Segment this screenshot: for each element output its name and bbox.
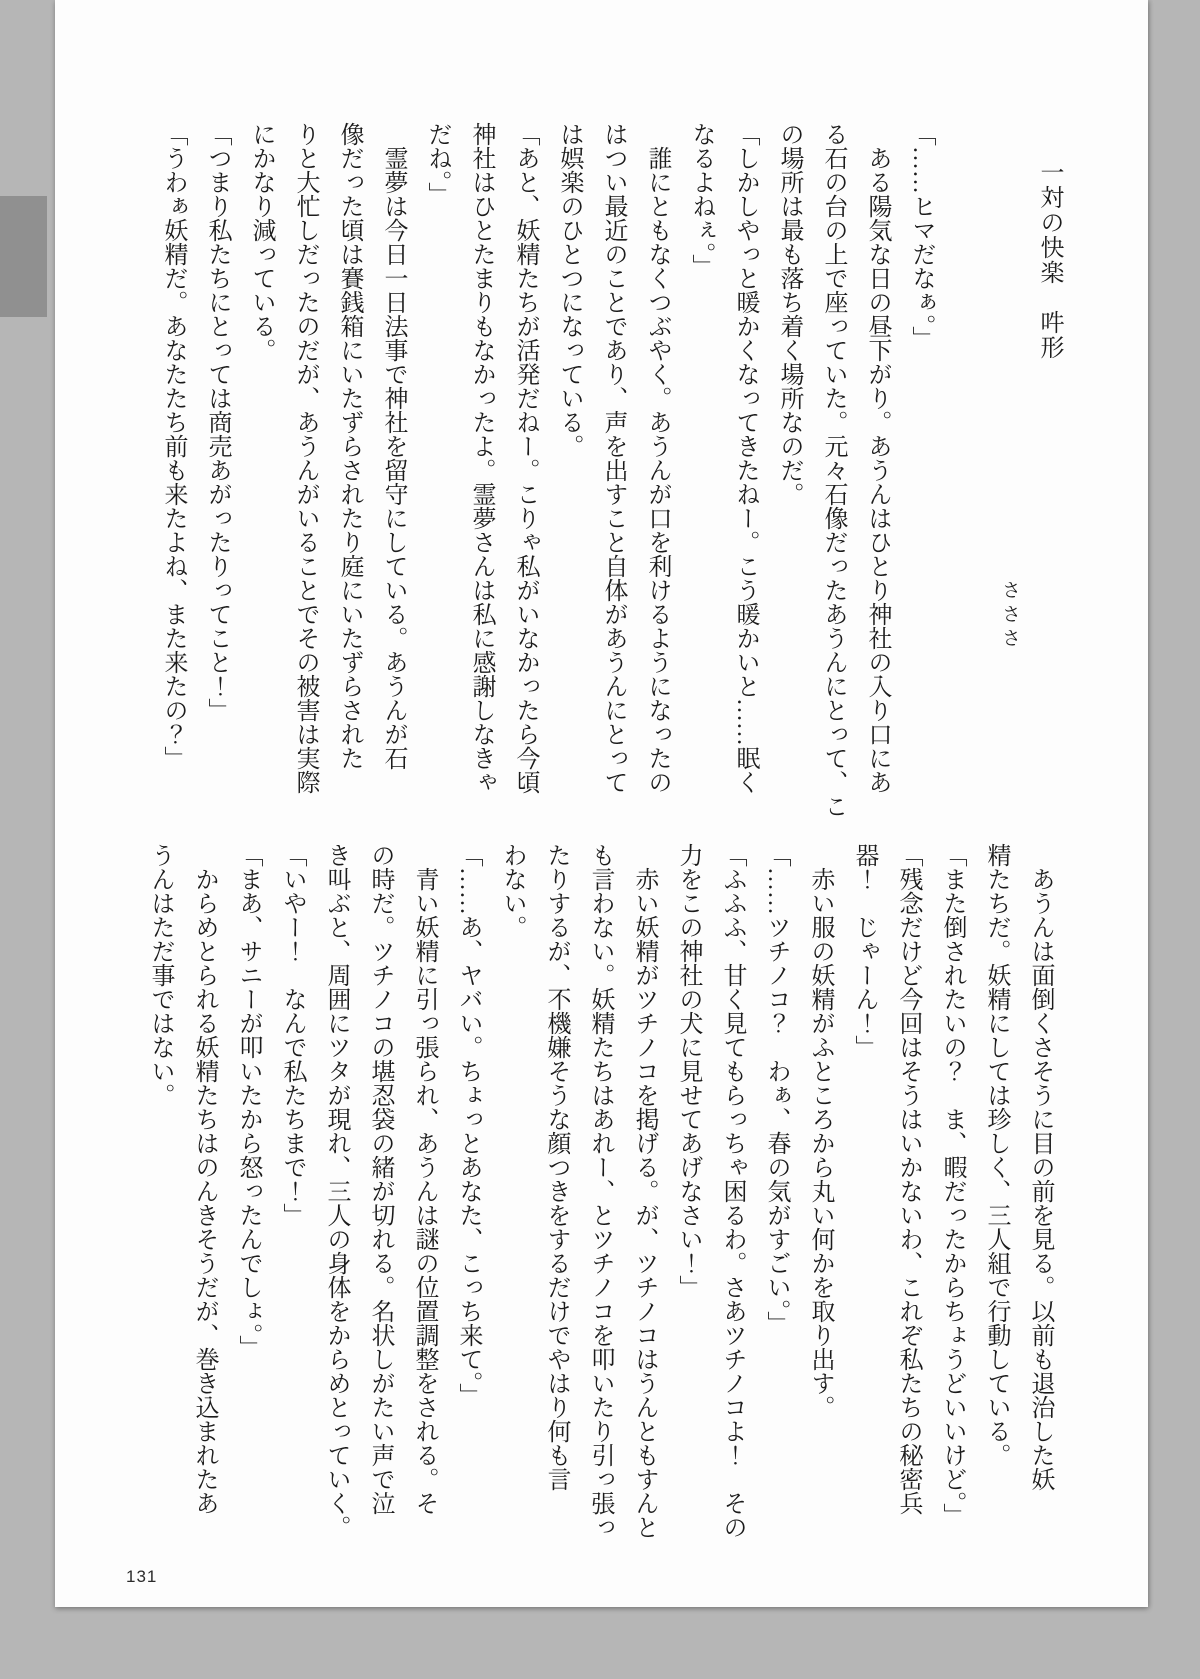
- text-column: 像だった頃は賽銭箱にいたずらされたり庭にいたずらされた: [336, 122, 362, 770]
- text-column: 「あと、妖精たちが活発だねー。こりゃ私がいなかったら今頃: [512, 122, 538, 794]
- text-column: わない。: [499, 843, 525, 939]
- text-column: 「……ツチノコ？ わぁ、春の気がすごい。」: [763, 843, 789, 1335]
- text-column: る石の台の上で座っていた。元々石像だったあうんにとって、こ: [820, 122, 846, 818]
- text-column: はつい最近のことであり、声を出すこと自体があうんにとって: [600, 122, 626, 794]
- text-column: 「うわぁ妖精だ。あなたたち前も来たよね、また来たの？」: [160, 122, 186, 770]
- page-number: 131: [126, 1567, 158, 1586]
- top-text-block: [151, 122, 943, 822]
- text-column: なるよねぇ。」: [688, 122, 714, 278]
- text-column: りと大忙しだったのだが、あうんがいることでその被害は実際: [292, 122, 318, 794]
- text-column: 「残念だけど今回はそうはいかないわ、これぞ私たちの秘密兵: [895, 843, 921, 1515]
- text-column: も言わない。妖精たちはあれー、とツチノコを叩いたり引っ張っ: [587, 843, 613, 1539]
- left-edge-tab: [0, 196, 47, 317]
- author-name: さささ: [999, 580, 1020, 652]
- text-column: 霊夢は今日一日法事で神社を留守にしている。あうんが石: [380, 122, 406, 770]
- text-column: 器！ じゃーん！」: [851, 843, 877, 1059]
- text-column: 青い妖精に引っ張られ、あうんは謎の位置調整をされる。そ: [411, 843, 437, 1515]
- text-column: うんはただ事ではない。: [147, 843, 173, 1107]
- text-column: あうんは面倒くさそうに目の前を見る。以前も退治した妖: [1027, 843, 1053, 1491]
- text-column: 赤い妖精がツチノコを掲げる。が、ツチノコはうんともすんと: [631, 843, 657, 1539]
- text-column: 「つまり私たちにとっては商売あがったりってこと！」: [204, 122, 230, 722]
- book-page: [55, 0, 1148, 1607]
- text-column: たりするが、不機嫌そうな顔つきをするだけでやはり何も言: [543, 843, 569, 1491]
- text-column: 誰にともなくつぶやく。あうんが口を利けるようになったの: [644, 122, 670, 794]
- text-column: だね。」: [424, 122, 450, 206]
- text-column: の時だ。ツチノコの堪忍袋の緒が切れる。名状しがたい声で泣: [367, 843, 393, 1515]
- text-column: 神社はひとたまりもなかったよ。霊夢さんは私に感謝しなきゃ: [468, 122, 494, 794]
- text-column: ある陽気な日の昼下がり。あうんはひとり神社の入り口にあ: [864, 122, 890, 794]
- text-column: 「いやー！ なんで私たちまで！」: [279, 843, 305, 1227]
- story-title: 一対の快楽 吽形: [1036, 160, 1062, 360]
- text-column: 「ふふふ、甘く見てもらっちゃ困るわ。さあツチノコよ！ その: [719, 843, 745, 1539]
- text-column: の場所は最も落ち着く場所なのだ。: [776, 122, 802, 506]
- bottom-text-block: [138, 843, 1062, 1543]
- text-column: 「また倒されたいの？ ま、暇だったからちょうどいいけど。」: [939, 843, 965, 1527]
- text-column: からめとられる妖精たちはのんきそうだが、巻き込まれたあ: [191, 843, 217, 1515]
- text-column: は娯楽のひとつになっている。: [556, 122, 582, 458]
- text-column: 「まあ、サニーが叩いたから怒ったんでしょ。」: [235, 843, 261, 1359]
- text-column: 精たちだ。妖精にしては珍しく、三人組で行動している。: [983, 843, 1009, 1467]
- text-column: 「……ヒマだなぁ。」: [908, 122, 934, 350]
- text-column: にかなり減っている。: [248, 122, 274, 362]
- text-column: 力をこの神社の犬に見せてあげなさい！」: [675, 843, 701, 1299]
- text-column: き叫ぶと、周囲にツタが現れ、三人の身体をからめとっていく。: [323, 843, 349, 1539]
- text-column: 赤い服の妖精がふところから丸い何かを取り出す。: [807, 843, 833, 1419]
- text-column: 「しかしやっと暖かくなってきたねー。こう暖かいと……眠く: [732, 122, 758, 794]
- text-column: 「……あ、ヤバい。ちょっとあなた、こっち来て。」: [455, 843, 481, 1407]
